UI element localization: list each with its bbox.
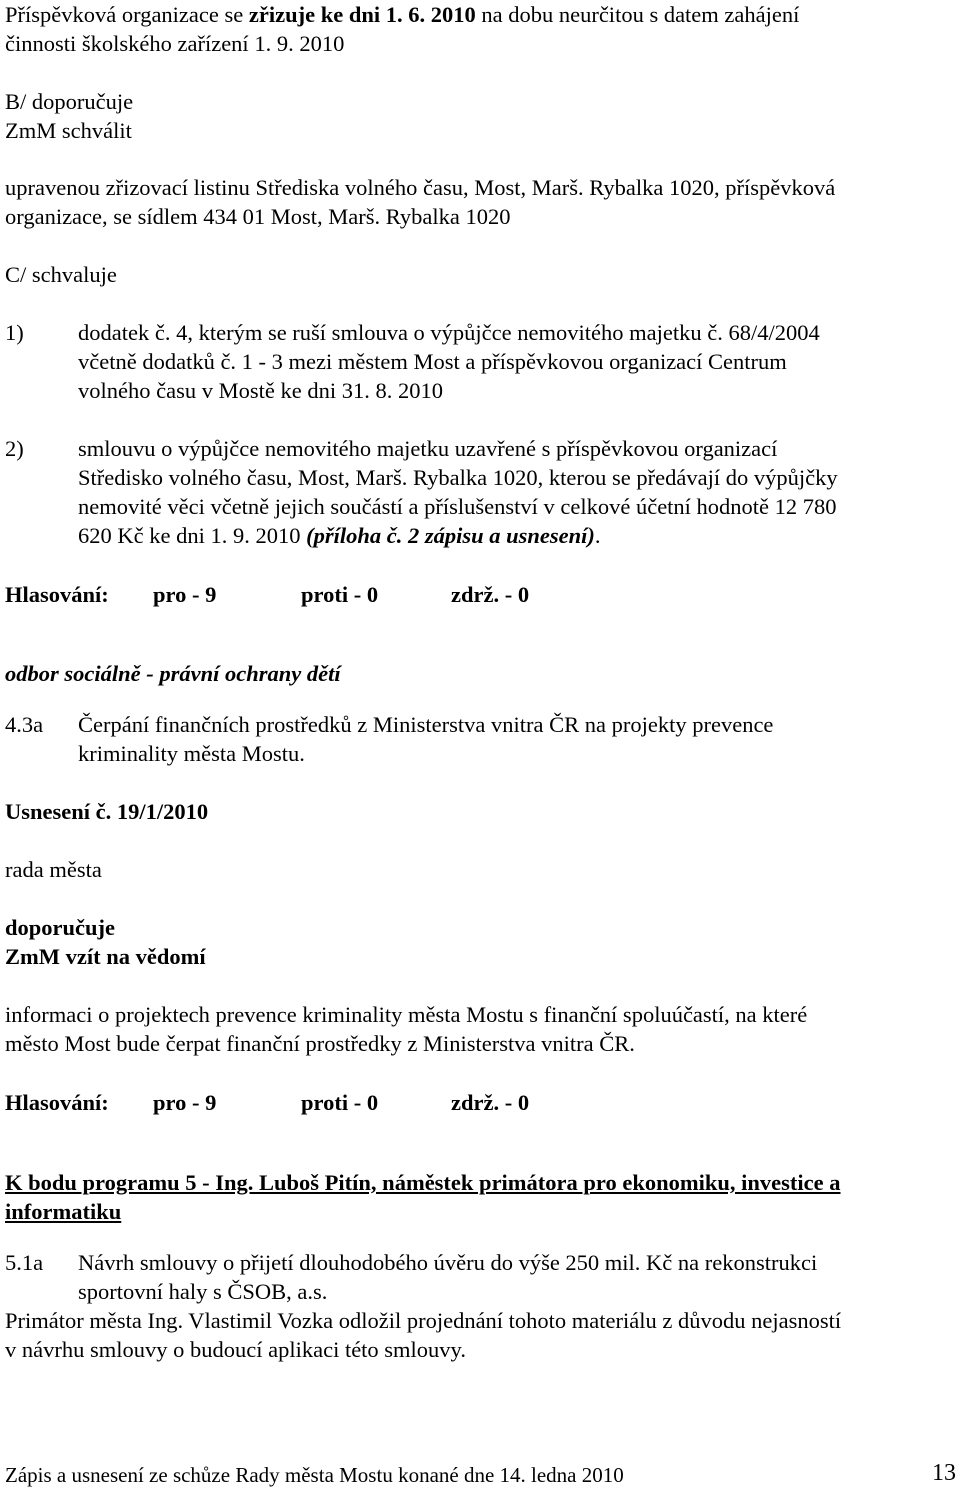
vote-result-2 <box>0 1088 960 1118</box>
vote-zdrz: zdrž. - 0 <box>451 582 530 607</box>
resolution-body: rada města <box>5 857 102 882</box>
item-4-3a-line-1: Čerpání finančních prostředků z Ministerstva vnitra ČR na projekty prevence <box>78 712 774 737</box>
section-b-action: ZmM schválit <box>5 118 132 143</box>
attachment-reference: (příloha č. 2 zápisu a usnesení) <box>306 523 595 548</box>
item-number-5-1a: 5.1a <box>5 1250 44 1275</box>
closing-text-1: Primátor města Ing. Vlastimil Vozka odložil projednání tohoto materiálu z důvodu nejasností <box>5 1308 842 1333</box>
founding-date: zřizuje ke dni 1. 6. 2010 <box>248 2 476 27</box>
item-number-1: 1) <box>5 320 24 345</box>
vote-result-1 <box>0 580 960 610</box>
item-5-1a-line-1: Návrh smlouvy o přijetí dlouhodobého úvěru do výše 250 mil. Kč na rekonstrukci <box>78 1250 818 1275</box>
vote-zdrz: zdrž. - 0 <box>451 1090 530 1115</box>
vote-pro: pro - 9 <box>153 582 217 607</box>
section-b-heading: B/ doporučuje <box>5 89 134 114</box>
vote-label: Hlasování: <box>5 1090 109 1115</box>
program-point-heading-1: K bodu programu 5 - Ing. Luboš Pitín, náměstek primátora pro ekonomiku, investice a <box>5 1170 841 1195</box>
section-b-text-1: upravenou zřizovací listinu Střediska volného času, Most, Marš. Rybalka 1020, příspěvková <box>5 175 836 200</box>
closing-text-2: v návrhu smlouvy o budoucí aplikaci této smlouvy. <box>5 1337 466 1362</box>
resolution-text-1: informaci o projektech prevence kriminality města Mostu s finanční spoluúčastí, na které <box>5 1002 808 1027</box>
vote-pro: pro - 9 <box>153 1090 217 1115</box>
department-heading: odbor sociálně - právní ochrany dětí <box>5 661 341 686</box>
section-c-heading: C/ schvaluje <box>5 262 117 287</box>
item-1-line-1: dodatek č. 4, kterým se ruší smlouva o výpůjčce nemovitého majetku č. 68/4/2004 <box>78 320 820 345</box>
item-5-1a-line-2: sportovní haly s ČSOB, a.s. <box>78 1279 328 1304</box>
section-b-text-2: organizace, se sídlem 434 01 Most, Marš. Rybalka 1020 <box>5 204 511 229</box>
item-1-line-3: volného času v Mostě ke dni 31. 8. 2010 <box>78 378 443 403</box>
item-number-2: 2) <box>5 436 24 461</box>
intro-line-1: Příspěvková organizace se zřizuje ke dni 1. 6. 2010 na dobu neurčitou s datem zahájení <box>5 2 800 27</box>
item-2-line-4: 620 Kč ke dni 1. 9. 2010 (příloha č. 2 zápisu a usnesení). <box>78 523 601 548</box>
item-2-line-1: smlouvu o výpůjčce nemovitého majetku uzavřené s příspěvkovou organizací <box>78 436 778 461</box>
resolution-action-2: ZmM vzít na vědomí <box>5 944 206 969</box>
item-2-line-2: Středisko volného času, Most, Marš. Rybalka 1020, kterou se předávají do výpůjčky <box>78 465 838 490</box>
resolution-text-2: město Most bude čerpat finanční prostředky z Ministerstva vnitra ČR. <box>5 1031 635 1056</box>
program-point-heading-2: informatiku <box>5 1199 122 1224</box>
item-2-line-3: nemovité věci včetně jejich součástí a příslušenství v celkové účetní hodnotě 12 780 <box>78 494 837 519</box>
intro-line-2: činnosti školského zařízení 1. 9. 2010 <box>5 31 345 56</box>
vote-proti: proti - 0 <box>301 582 379 607</box>
resolution-action: doporučuje <box>5 915 116 940</box>
vote-label: Hlasování: <box>5 582 109 607</box>
resolution-title: Usnesení č. 19/1/2010 <box>5 799 209 824</box>
item-number-4-3a: 4.3a <box>5 712 44 737</box>
page-number: 13 <box>932 1460 956 1486</box>
item-1-line-2: včetně dodatků č. 1 - 3 mezi městem Most a příspěvkovou organizací Centrum <box>78 349 787 374</box>
item-4-3a-line-2: kriminality města Mostu. <box>78 741 305 766</box>
vote-proti: proti - 0 <box>301 1090 379 1115</box>
footer-text: Zápis a usnesení ze schůze Rady města Mostu konané dne 14. ledna 2010 <box>5 1463 624 1487</box>
